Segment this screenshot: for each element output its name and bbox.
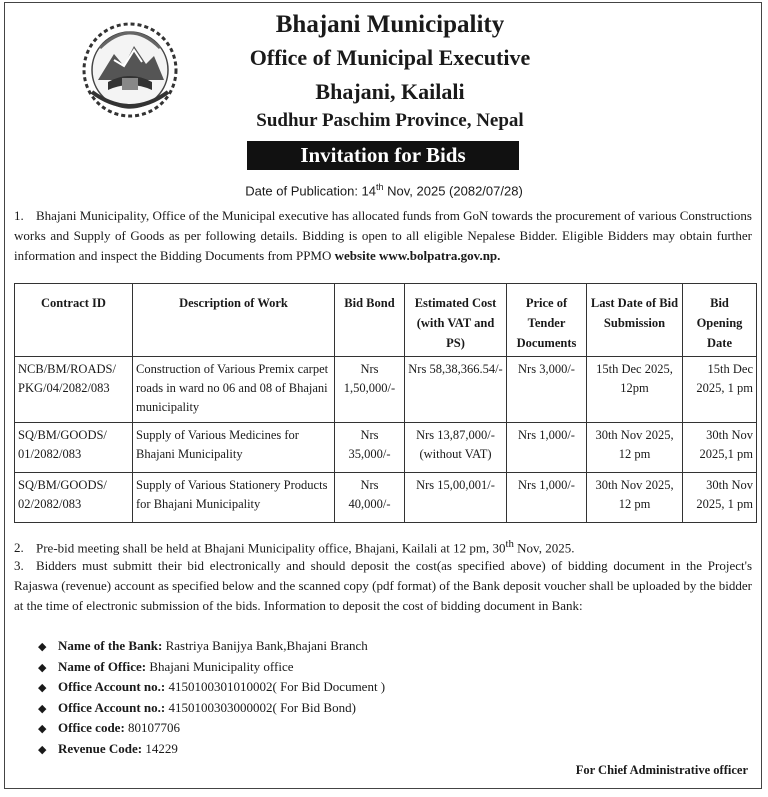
bank-label: Office Account no.: [58,699,166,715]
bank-value: 4150100301010002( For Bid Document ) [165,679,386,694]
col-estimated-cost: Estimated Cost (with VAT and PS) [405,284,507,357]
cell-bid-bond: Nrs 35,000/- [335,423,405,473]
cell-estimated-cost: Nrs 13,87,000/- (without VAT) [405,423,507,473]
paragraph-deposit [14,556,752,616]
cell-description: Supply of Various Stationery Products for Bhajani Municipality [133,473,335,523]
paragraph-text: Bhajani Municipality, Office of the Municipal executive has allocated funds from GoN towards the procurement of various Constructions works and Supply of Goods as per following details. Bidding is open to all eligible Nepalese Bidder. Eligible Bidders may obtain further information and inspect the Bidding Documents from PPMO [14,208,752,263]
bid-table [14,283,757,523]
bank-value: Rastriya Banijya Bank,Bhajani Branch [162,638,368,653]
cell-tender-price: Nrs 3,000/- [507,357,587,423]
col-bid-bond: Bid Bond [335,284,405,357]
col-contract-id: Contract ID [15,284,133,357]
signature-line: For Chief Administrative officer [575,763,748,777]
paragraph-sup: th [505,538,514,550]
paragraph-suffix: Nov, 2025. [513,540,575,556]
nepal-emblem-icon [78,20,182,120]
paragraph-funding [14,206,752,266]
cell-opening-date: 30th Nov 2025,1 pm [683,423,757,473]
office-location: Bhajani, Kailali [315,79,465,104]
publication-date-sup: th [376,182,384,192]
list-item [38,636,638,657]
table-header-row [15,284,757,357]
table-row [15,473,757,523]
list-item [38,698,638,719]
list-item [38,677,638,698]
cell-last-date: 30th Nov 2025, 12 pm [587,473,683,523]
publication-date-prefix: Date of Publication: 14 [245,183,377,199]
paragraph-text: Pre-bid meeting shall be held at Bhajani Municipality office, Bhajani, Kailali at 12 pm, 30 [36,540,506,556]
col-tender-price: Price of Tender Documents [507,284,587,357]
bank-label: Revenue Code: [58,740,143,756]
diamond-bullet-icon: ◆ [38,641,47,653]
notice-title-banner: Invitation for Bids [247,141,519,170]
bank-value: 4150100303000002( For Bid Bond) [165,699,356,715]
bank-value: 14229 [142,740,178,756]
bank-value: Bhajani Municipality office [146,658,294,674]
cell-last-date: 30th Nov 2025, 12 pm [587,423,683,473]
cell-estimated-cost: Nrs 58,38,366.54/- [405,357,507,423]
diamond-bullet-icon: ◆ [38,723,47,735]
province-country: Sudhur Paschim Province, Nepal [256,110,524,131]
bank-label: Name of Office: [58,658,147,674]
office-name: Office of Municipal Executive [249,45,531,70]
list-item [38,739,638,760]
publication-date [0,182,768,198]
cell-description: Supply of Various Medicines for Bhajani Municipality [133,423,335,473]
col-description: Description of Work [133,284,335,357]
col-last-date: Last Date of Bid Submission [587,284,683,357]
cell-contract-id: SQ/BM/GOODS/ 02/2082/083 [15,473,133,523]
bank-value: 80107706 [124,720,181,735]
cell-bid-bond: Nrs 40,000/- [335,473,405,523]
bank-label: Name of the Bank: [58,638,163,653]
table-row [15,357,757,423]
publication-date-suffix: Nov, 2025 (2082/07/28) [383,183,523,199]
bank-label: Office code: [58,720,125,735]
list-item [38,718,638,739]
paragraph-prebid [14,534,752,558]
diamond-bullet-icon: ◆ [38,743,47,756]
cell-opening-date: 30th Nov 2025, 1 pm [683,473,757,523]
cell-tender-price: Nrs 1,000/- [507,423,587,473]
municipality-name: Bhajani Municipality [275,11,505,38]
paragraph-number: 1. [14,208,24,223]
col-opening-date: Bid Opening Date [683,284,757,357]
bank-details-list [38,636,638,759]
table-row [15,423,757,473]
diamond-bullet-icon: ◆ [38,702,47,715]
diamond-bullet-icon: ◆ [38,661,47,674]
cell-bid-bond: Nrs 1,50,000/- [335,357,405,423]
paragraph-number: 3. [14,558,24,573]
cell-tender-price: Nrs 1,000/- [507,473,587,523]
paragraph-number: 2. [14,540,24,556]
cell-contract-id: SQ/BM/GOODS/ 01/2082/083 [15,423,133,473]
cell-description: Construction of Various Premix carpet roads in ward no 06 and 08 of Bhajani municipality [133,357,335,423]
cell-opening-date: 15th Dec 2025, 1 pm [683,357,757,423]
cell-estimated-cost: Nrs 15,00,001/- [405,473,507,523]
website-link-text: website www.bolpatra.gov.np. [334,248,501,263]
bank-label: Office Account no.: [58,679,166,694]
list-item [38,657,638,678]
diamond-bullet-icon: ◆ [38,682,47,694]
cell-contract-id: NCB/BM/ROADS/ PKG/04/2082/083 [15,357,133,423]
cell-last-date: 15th Dec 2025, 12pm [587,357,683,423]
paragraph-text: Bidders must submitt their bid electronically and should deposit the cost(as specified above) of bidding document in the Project's Rajaswa (revenue) account as specified below and the scanned copy (pdf format) of the Bank deposit voucher shall be uploaded by the bidder at the time of electronic submission of the bids. Information to deposit the cost of bidding document in Bank: [14,558,752,613]
